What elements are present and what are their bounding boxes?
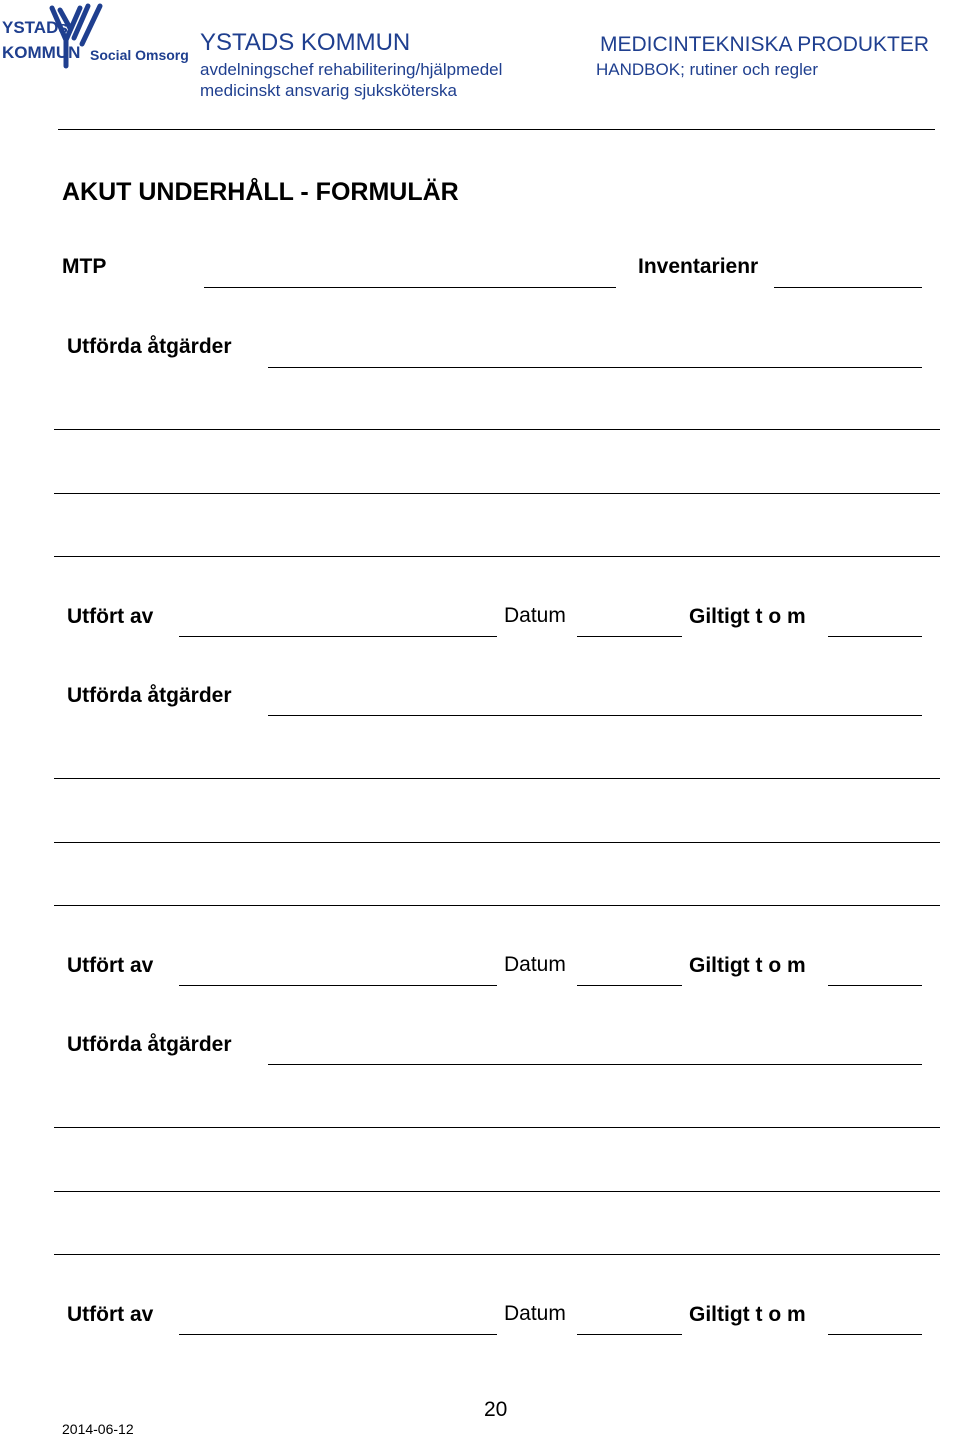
actions-field-line[interactable]: [54, 1254, 940, 1255]
logo-subtitle: Social Omsorg: [90, 47, 189, 63]
mtp-field[interactable]: [204, 287, 616, 288]
performed-by-field[interactable]: [179, 985, 497, 986]
actions-label: Utförda åtgärder: [67, 335, 232, 358]
inventory-number-field[interactable]: [774, 287, 922, 288]
actions-field-line[interactable]: [54, 493, 940, 494]
date-field[interactable]: [577, 1334, 682, 1335]
logo-line1: YSTADs: [2, 18, 68, 37]
actions-field-line[interactable]: [54, 429, 940, 430]
valid-until-field[interactable]: [828, 636, 922, 637]
inventory-number-label: Inventarienr: [638, 255, 759, 278]
actions-field-line[interactable]: [54, 556, 940, 557]
performed-by-field[interactable]: [179, 636, 497, 637]
valid-until-label: Giltigt t o m: [689, 605, 806, 628]
performed-by-field[interactable]: [179, 1334, 497, 1335]
handbook-subtitle: HANDBOK; rutiner och regler: [596, 60, 819, 79]
actions-field-line[interactable]: [54, 905, 940, 906]
actions-field-line[interactable]: [268, 1064, 922, 1065]
logo-line2: KOMMUN: [2, 43, 81, 62]
document-date: 2014-06-12: [62, 1421, 134, 1437]
mtp-label: MTP: [62, 255, 107, 278]
valid-until-label: Giltigt t o m: [689, 1303, 806, 1326]
actions-field-line[interactable]: [54, 1127, 940, 1128]
actions-field-line[interactable]: [268, 367, 922, 368]
actions-label: Utförda åtgärder: [67, 1033, 232, 1056]
actions-field-line[interactable]: [54, 842, 940, 843]
date-field[interactable]: [577, 985, 682, 986]
date-label: Datum: [504, 1302, 566, 1325]
valid-until-field[interactable]: [828, 1334, 922, 1335]
date-label: Datum: [504, 604, 566, 627]
page-number: 20: [484, 1398, 508, 1421]
org-role-2: medicinskt ansvarig sjuksköterska: [200, 81, 457, 100]
actions-field-line[interactable]: [54, 778, 940, 779]
org-role-1: avdelningschef rehabilitering/hjälpmedel: [200, 60, 503, 79]
header-divider: [58, 129, 935, 130]
performed-by-label: Utfört av: [67, 1303, 154, 1326]
date-label: Datum: [504, 953, 566, 976]
actions-label: Utförda åtgärder: [67, 684, 232, 707]
org-title: YSTADS KOMMUN: [200, 29, 411, 56]
date-field[interactable]: [577, 636, 682, 637]
valid-until-label: Giltigt t o m: [689, 954, 806, 977]
handbook-title: MEDICINTEKNISKA PRODUKTER: [600, 33, 930, 56]
ystad-kommun-logo: [0, 0, 189, 72]
actions-field-line[interactable]: [54, 1191, 940, 1192]
actions-field-line[interactable]: [268, 715, 922, 716]
performed-by-label: Utfört av: [67, 605, 154, 628]
valid-until-field[interactable]: [828, 985, 922, 986]
performed-by-label: Utfört av: [67, 954, 154, 977]
form-title: AKUT UNDERHÅLL - FORMULÄR: [62, 178, 459, 206]
